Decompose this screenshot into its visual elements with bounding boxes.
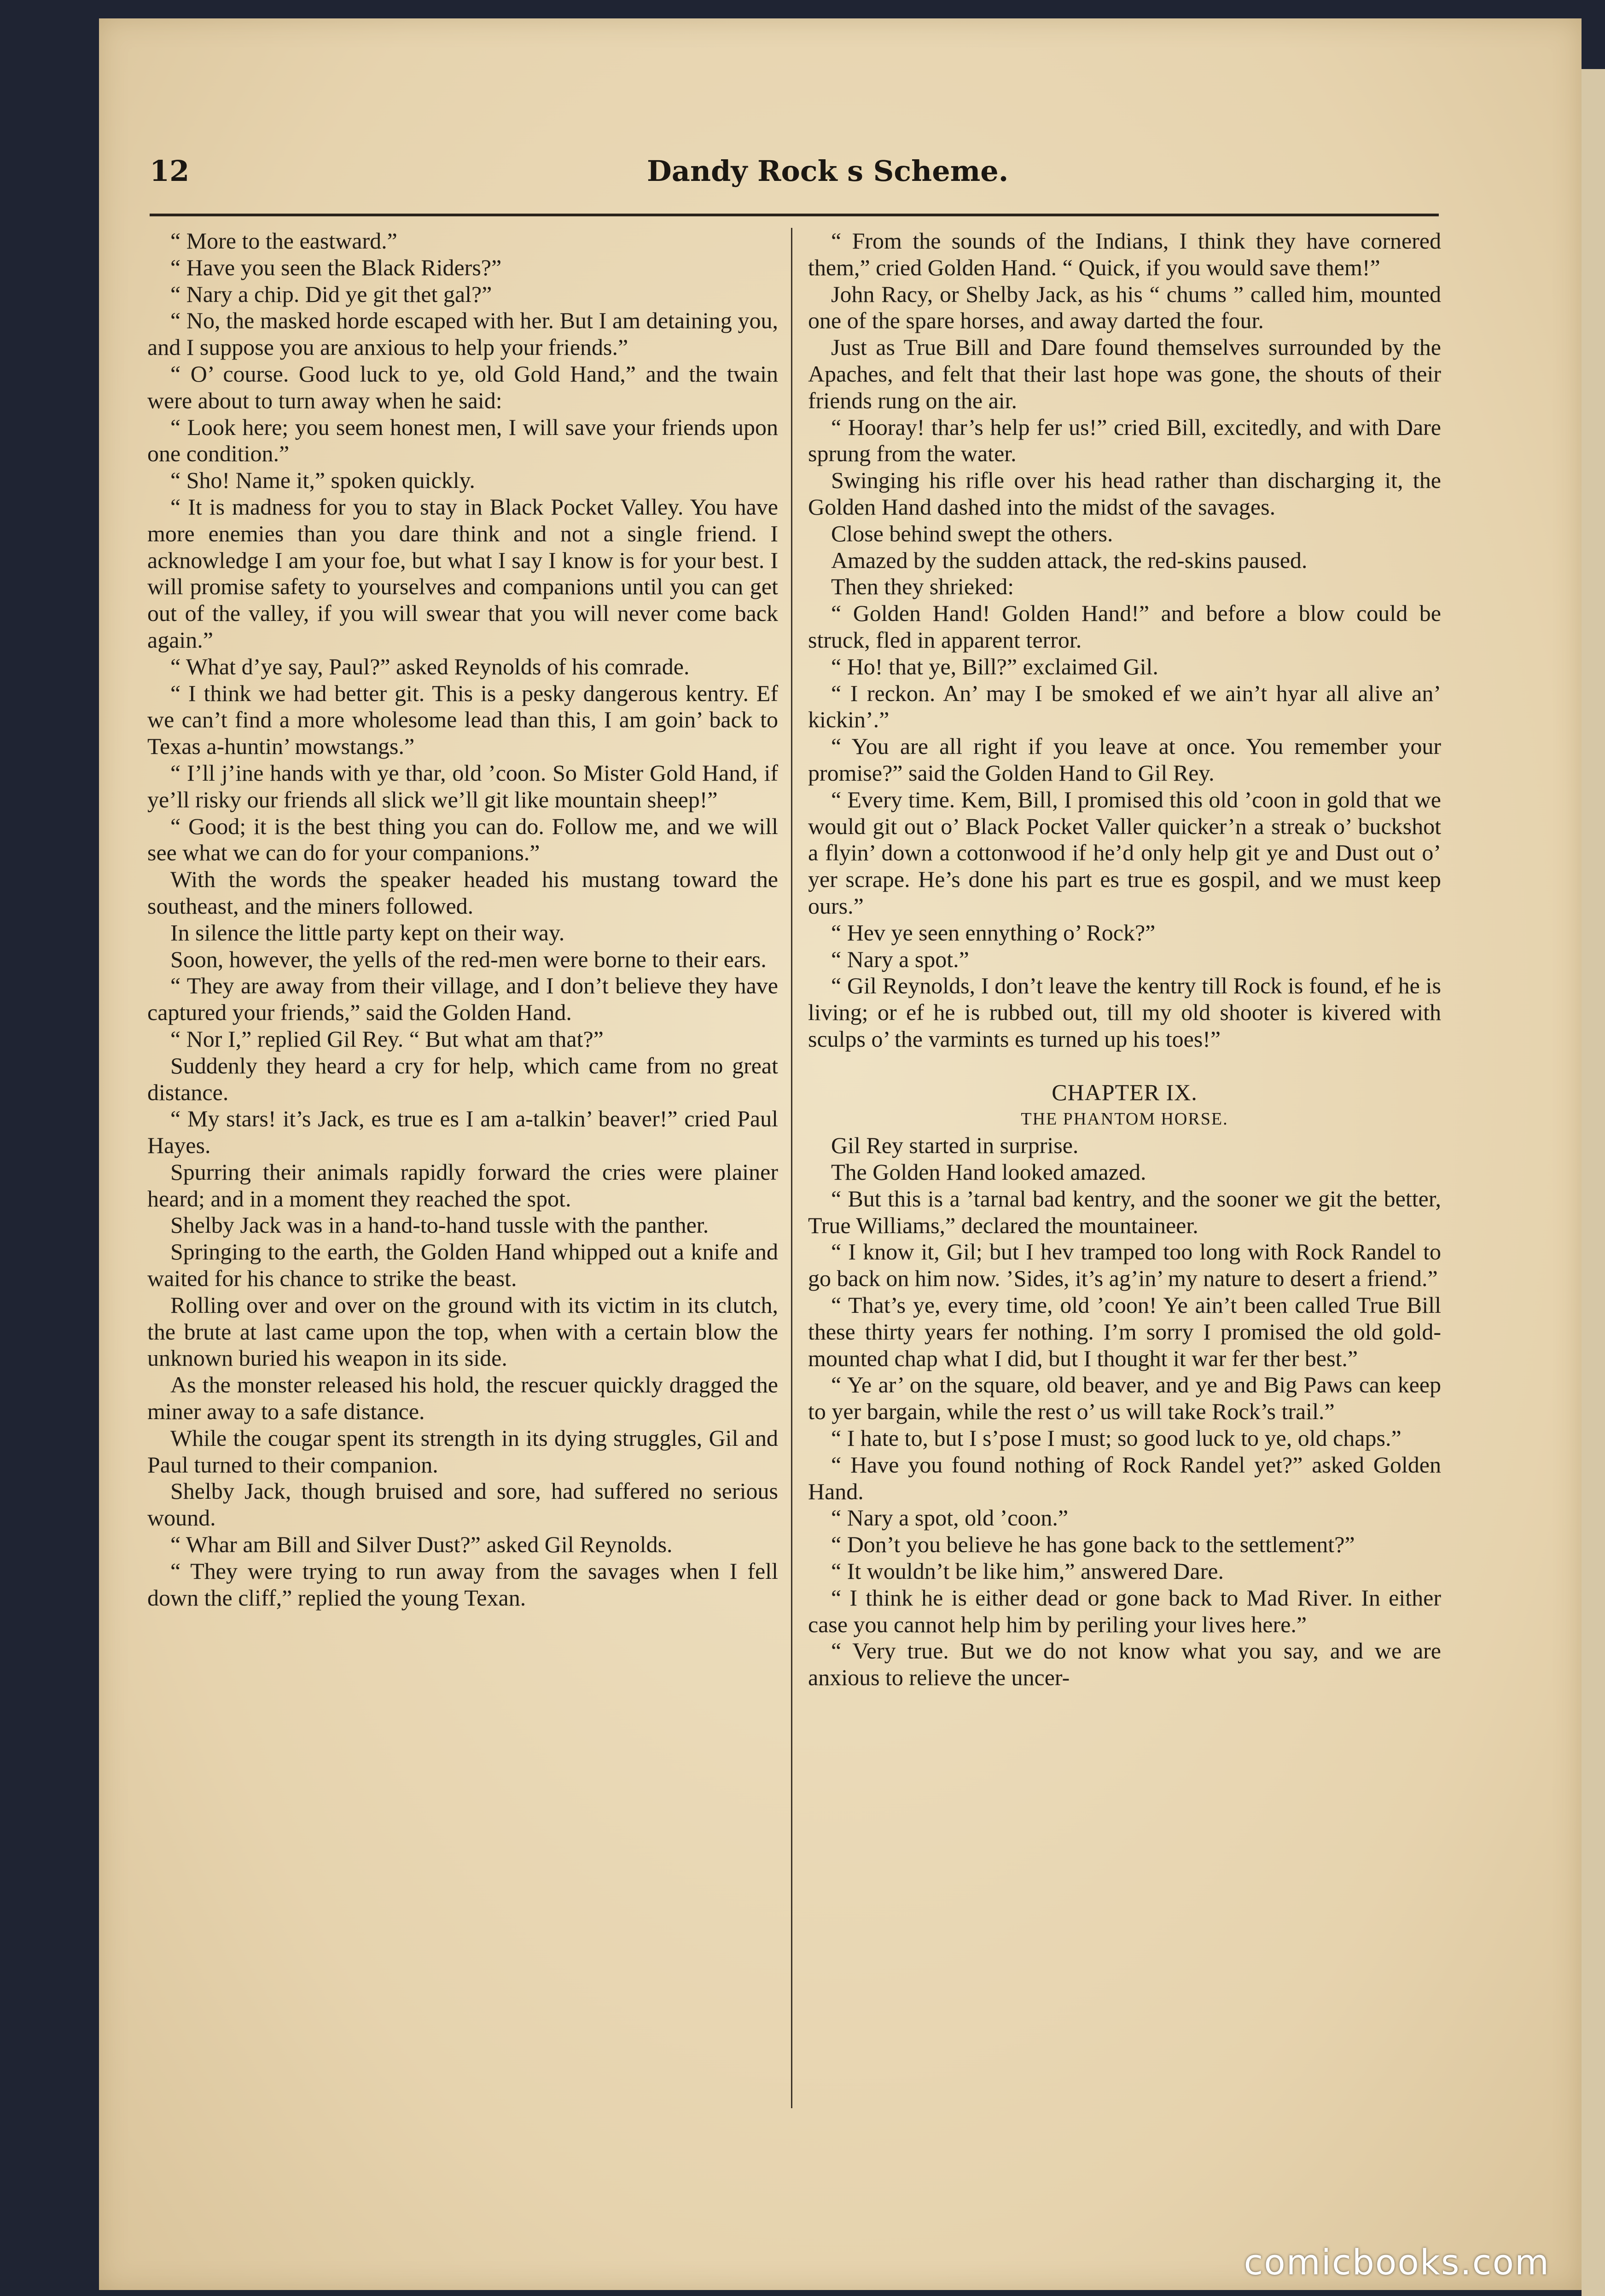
paragraph: “ Every time. Kem, Bill, I promised this old ’coon in gold that we would git out o’ Black Pocket Valler quicker’n a streak o’ buckshot a flyin’ down a cottonwood if he’d only help git ye and Dust out o’ yer scrape. He’s done his part es true es gospil, and we must keep ours.” [808, 786, 1441, 919]
running-title: Dandy Rock s Scheme. [647, 154, 1009, 188]
paragraph: “ I know it, Gil; but I hev tramped too long with Rock Randel to go back on him now. ’Sides, it’s ag’in’ my nature to desert a friend.” [808, 1239, 1441, 1292]
paragraph: In silence the little party kept on their way. [170, 919, 565, 945]
paragraph: “ It wouldn’t be like him,” answered Dare. [831, 1558, 1224, 1584]
paragraph: “ No, the masked horde escaped with her. But I am detaining you, and I suppose you are anxious to help your friends.” [147, 307, 778, 360]
paragraph: “ Ho! that ye, Bill?” exclaimed Gil. [831, 653, 1158, 679]
paragraph: Springing to the earth, the Golden Hand whipped out a knife and waited for his chance to strike the beast. [147, 1239, 778, 1292]
paragraph: With the words the speaker headed his mustang toward the southeast, and the miners followed. [147, 866, 778, 919]
paragraph: “ O’ course. Good luck to ye, old Gold Hand,” and the twain were about to turn away when he said: [147, 360, 778, 413]
chapter-title: CHAPTER IX. [1052, 1079, 1198, 1105]
paragraph: “ Whar am Bill and Silver Dust?” asked Gil Reynolds. [170, 1531, 673, 1558]
paragraph: Amazed by the sudden attack, the red-skins paused. [831, 547, 1308, 573]
paragraph: Close behind swept the others. [831, 520, 1113, 546]
paragraph: “ Gil Reynolds, I don’t leave the kentry till Rock is found, ef he is living; or ef he is rubbed out, till my old shooter is kivered with sculps o’ the varmints es turned up his toes!” [808, 973, 1441, 1052]
paragraph: “ That’s ye, every time, old ’coon! Ye ain’t been called True Bill these thirty years fer nothing. I’m sorry I promised the old gold-mounted chap what I did, but I thought it war fer ther best.” [808, 1292, 1441, 1371]
paragraph: “ It is madness for you to stay in Black Pocket Valley. You have more enemies than you dare think and not a single friend. I acknowledge I am your foe, but what I say I know is for your best. I will promise safety to yourselves and companions until you can get out of the valley, if you will swear that you will never come back again.” [147, 493, 778, 653]
paragraph: “ But this is a ’tarnal bad kentry, and the sooner we git the better, True Williams,” declared the mountaineer. [808, 1185, 1441, 1238]
paragraph: Suddenly they heard a cry for help, which came from no great distance. [147, 1052, 778, 1105]
paragraph: “ You are all right if you leave at once. You remember your promise?” said the Golden Hand to Gil Rey. [808, 733, 1441, 786]
chapter-subtitle: THE PHANTOM HORSE. [1021, 1109, 1228, 1129]
paragraph: “ I think he is either dead or gone back to Mad River. In either case you cannot help him by periling your lives here.” [808, 1584, 1441, 1637]
paragraph: “ What d’ye say, Paul?” asked Reynolds of his comrade. [170, 653, 690, 679]
page-number: 12 [150, 154, 190, 188]
right-column [808, 228, 1441, 1691]
paragraph: “ Nary a spot, old ’coon.” [831, 1505, 1069, 1531]
paragraph: “ Nor I,” replied Gil Rey. “ But what am that?” [170, 1026, 604, 1052]
paragraph: “ My stars! it’s Jack, es true es I am a-talkin’ beaver!” cried Paul Hayes. [147, 1106, 778, 1159]
paragraph: While the cougar spent its strength in its dying struggles, Gil and Paul turned to their companion. [147, 1425, 778, 1478]
paragraph: “ Ye ar’ on the square, old beaver, and ye and Big Paws can keep to yer bargain, while the rest o’ us will take Rock’s trail.” [808, 1372, 1441, 1425]
paragraph: “ Have you seen the Black Riders?” [170, 254, 502, 280]
paragraph: “ Don’t you believe he has gone back to the settlement?” [831, 1531, 1355, 1558]
paragraph: As the monster released his hold, the rescuer quickly dragged the miner away to a safe distance. [147, 1372, 778, 1425]
paragraph: “ Hooray! thar’s help fer us!” cried Bill, excitedly, and with Dare sprung from the water. [808, 414, 1441, 467]
column-divider [791, 228, 792, 2108]
paragraph: “ They are away from their village, and I don’t believe they have captured your friends,” said the Golden Hand. [147, 973, 778, 1026]
paragraph: “ Sho! Name it,” spoken quickly. [170, 467, 475, 493]
paragraph: Rolling over and over on the ground with its victim in its clutch, the brute at last came upon the top, when with a certain blow the unknown buried his weapon in its side. [147, 1292, 778, 1371]
paragraph: “ I think we had better git. This is a pesky dangerous kentry. Ef we can’t find a more wholesome lead than this, I am goin’ back to Texas a-huntin’ mowstangs.” [147, 680, 778, 760]
paragraph: “ Golden Hand! Golden Hand!” and before a blow could be struck, fled in apparent terror. [808, 600, 1441, 653]
paragraph: “ They were trying to run away from the savages when I fell down the cliff,” replied the young Texan. [147, 1558, 778, 1611]
paragraph: “ Good; it is the best thing you can do. Follow me, and we will see what we can do for your companions.” [147, 813, 778, 866]
paragraph: “ I hate to, but I s’pose I must; so good luck to ye, old chaps.” [831, 1425, 1401, 1451]
paragraph: Shelby Jack, though bruised and sore, had suffered no serious wound. [147, 1478, 778, 1531]
header-rule [150, 214, 1439, 216]
paragraph: “ Hev ye seen ennything o’ Rock?” [831, 919, 1156, 945]
paragraph: “ Very true. But we do not know what you say, and we are anxious to relieve the uncer- [808, 1638, 1441, 1691]
paragraph: “ I’ll j’ine hands with ye thar, old ’coon. So Mister Gold Hand, if ye’ll risky our friends all slick we’ll git like mountain sheep!” [147, 760, 778, 812]
paragraph: “ More to the eastward.” [170, 228, 397, 254]
left-column [147, 228, 778, 1611]
paragraph: “ I reckon. An’ may I be smoked ef we ain’t hyar all alive an’ kickin’.” [808, 680, 1441, 733]
paragraph: Gil Rey started in surprise. [831, 1132, 1079, 1159]
paragraph: John Racy, or Shelby Jack, as his “ chums ” called him, mounted one of the spare horses, and away darted the four. [808, 281, 1441, 334]
paragraph: Spurring their animals rapidly forward the cries were plainer heard; and in a moment they reached the spot. [147, 1159, 778, 1212]
paragraph: Soon, however, the yells of the red-men were borne to their ears. [170, 946, 767, 972]
paragraph: The Golden Hand looked amazed. [831, 1159, 1146, 1185]
paragraph: “ Nary a chip. Did ye git thet gal?” [170, 281, 492, 307]
paragraph: “ From the sounds of the Indians, I think they have cornered them,” cried Golden Hand. “ Quick, if you would save them!” [808, 228, 1441, 280]
next-page-edge [1582, 69, 1605, 2296]
paragraph: Just as True Bill and Dare found themselves surrounded by the Apaches, and felt that their last hope was gone, the shouts of their friends rung on the air. [808, 334, 1441, 413]
page-header [150, 154, 1439, 209]
book-page [99, 18, 1582, 2290]
paragraph: “ Have you found nothing of Rock Randel yet?” asked Golden Hand. [808, 1451, 1441, 1504]
paragraph: Swinging his rifle over his head rather than discharging it, the Golden Hand dashed into the midst of the savages. [808, 467, 1441, 520]
paragraph: “ Look here; you seem honest men, I will save your friends upon one condition.” [147, 414, 778, 467]
watermark: comicbooks.com [1244, 2242, 1550, 2283]
paragraph: “ Nary a spot.” [831, 946, 969, 972]
paragraph: Shelby Jack was in a hand-to-hand tussle with the panther. [170, 1212, 709, 1238]
paragraph: Then they shrieked: [831, 574, 1014, 600]
